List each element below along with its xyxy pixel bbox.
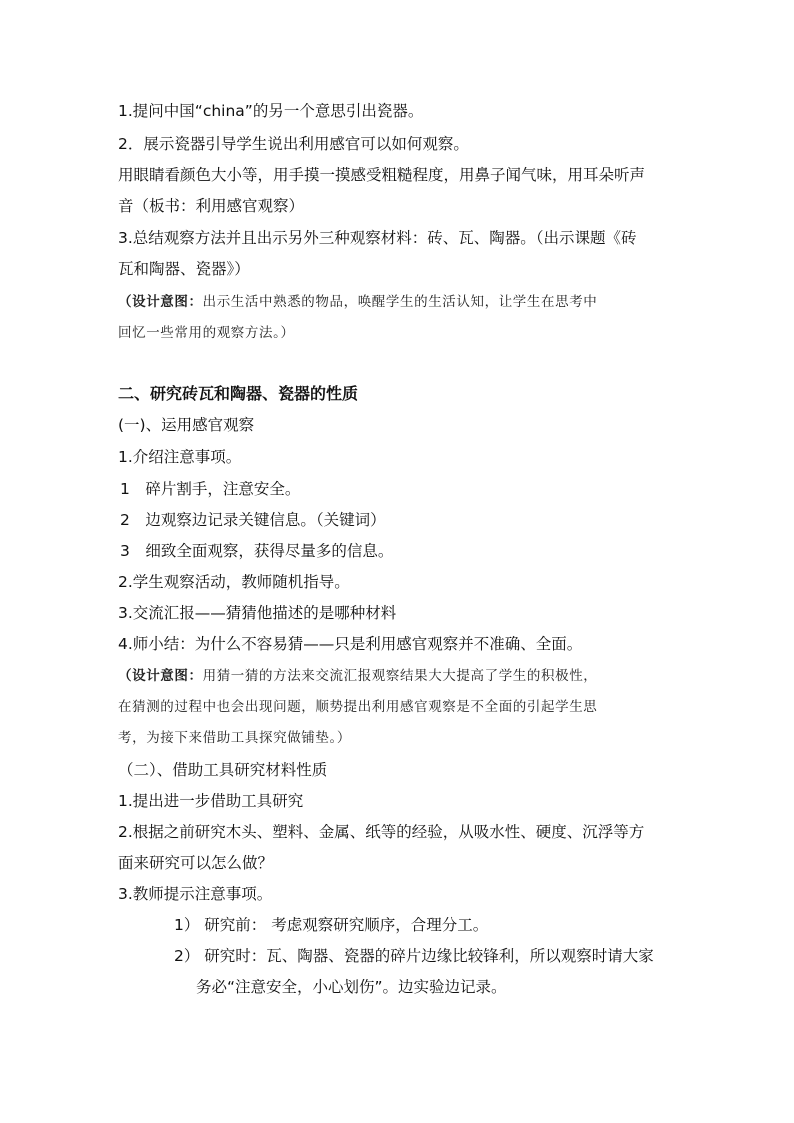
subsection-1-title: (一)、运用感官观察 xyxy=(118,416,255,434)
design-intent-2-line3: 考，为接下来借助工具探究做铺垫。） xyxy=(118,730,351,746)
design-intent-1-text: 出示生活中熟悉的物品，唤醒学生的生活认知，让学生在思考中 xyxy=(202,294,598,310)
s1-item-1: 1.介绍注意事项。 xyxy=(118,448,242,466)
design-intent-2-text: 用猜一猜的方法来交流汇报观察结果大大提高了学生的积极性， xyxy=(202,668,598,684)
design-intent-2-line2: 在猜测的过程中也会出现问题，顺势提出利用感官观察是不全面的引起学生思 xyxy=(118,699,598,715)
s1-item-1-c: 3 细致全面观察，获得尽量多的信息。 xyxy=(120,542,394,560)
intro-item-2: 2．展示瓷器引导学生说出利用感官可以如何观察。 xyxy=(118,135,469,153)
s2-item-3-b-line2: 务必“注意安全，小心划伤”。边实验边记录。 xyxy=(196,978,507,996)
s2-item-3-a: 1） 研究前： 考虑观察研究顺序，合理分工。 xyxy=(174,916,489,934)
s1-item-4: 4.师小结：为什么不容易猜——只是利用感官观察并不准确、全面。 xyxy=(118,635,583,653)
design-intent-1-label: （设计意图： xyxy=(118,294,203,310)
s2-item-1: 1.提出进一步借助工具研究 xyxy=(118,792,304,810)
subsection-2-title: （二）、借助工具研究材料性质 xyxy=(118,761,328,779)
intro-item-1: 1.提问中国“china”的另一个意思引出瓷器。 xyxy=(118,102,424,120)
s1-item-1-b: 2 边观察边记录关键信息。（关键词） xyxy=(120,511,386,529)
s2-item-3-b-line1: 2） 研究时：瓦、陶器、瓷器的碎片边缘比较锋利，所以观察时请大家 xyxy=(174,947,654,965)
design-intent-1-line1 xyxy=(118,292,597,312)
intro-item-2-detail-line2: 音（板书：利用感官观察） xyxy=(118,197,305,215)
s1-item-2: 2.学生观察活动，教师随机指导。 xyxy=(118,573,350,591)
s1-item-3: 3.交流汇报——猜猜他描述的是哪种材料 xyxy=(118,604,397,622)
s2-item-2-line1: 2.根据之前研究木头、塑料、金属、纸等的经验，从吸水性、硬度、沉浮等方 xyxy=(118,823,645,841)
design-intent-2-line1 xyxy=(118,666,597,686)
s2-item-2-line2: 面来研究可以怎么做？ xyxy=(118,854,274,872)
intro-item-3-line2: 瓦和陶器、瓷器》） xyxy=(118,260,250,278)
s2-item-3: 3.教师提示注意事项。 xyxy=(118,885,273,903)
design-intent-1-line2: 回忆一些常用的观察方法。） xyxy=(118,325,295,341)
intro-item-2-detail-line1: 用眼睛看颜色大小等，用手摸一摸感受粗糙程度，用鼻子闻气味，用耳朵听声 xyxy=(118,166,646,184)
s1-item-1-a: 1 碎片割手，注意安全。 xyxy=(120,480,301,498)
section-two-heading: 二、研究砖瓦和陶器、瓷器的性质 xyxy=(118,384,359,403)
design-intent-2-label: （设计意图： xyxy=(118,668,203,684)
intro-item-3-line1: 3.总结观察方法并且出示另外三种观察材料：砖、瓦、陶器。（出示课题《砖 xyxy=(118,229,637,247)
